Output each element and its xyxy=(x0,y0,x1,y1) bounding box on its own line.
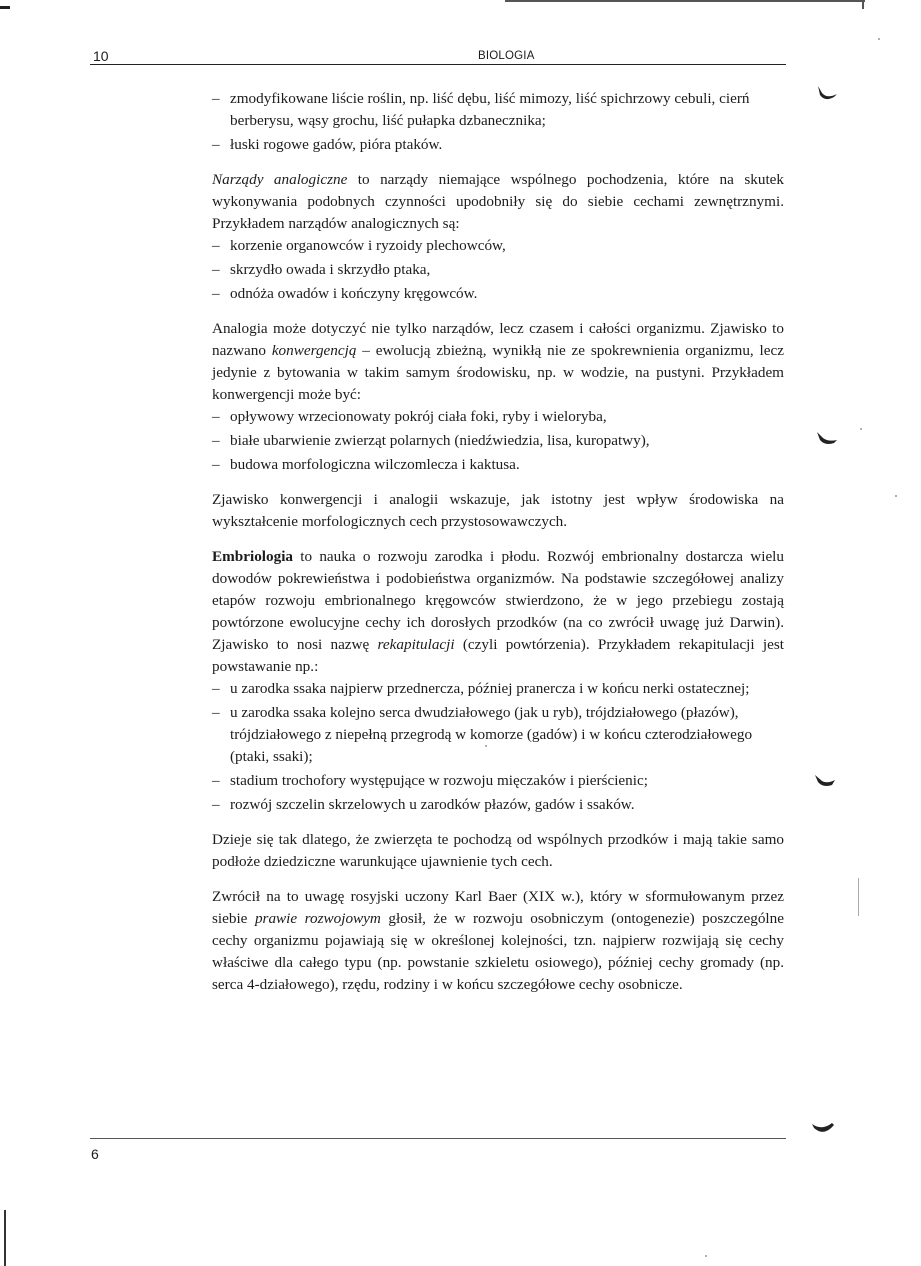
header-title: BIOLOGIA xyxy=(478,50,535,62)
term-developmental-law: prawie rozwojowym xyxy=(254,910,381,927)
list-item: – skrzydło owada i skrzydło ptaka, xyxy=(212,261,431,278)
header-rule xyxy=(90,64,786,65)
term-convergence: konwergencją xyxy=(271,342,357,359)
paragraph-convergence: Analogia może dotyczyć nie tylko narządów, lecz czasem i całości organizmu. Zjawisko to nazwano konwergencją – ewolucją zbieżną, wynikłą nie ze spokrewnienia organizmu, lecz jedynie z bytowania w takim samym środowisku, np. w wodzie, na pustyni. Przykładem konwergencji może być: xyxy=(212,320,784,403)
binding-clip-mark xyxy=(812,772,838,790)
scan-dot xyxy=(860,428,862,430)
list-convergence-examples xyxy=(212,406,784,476)
list-item: – u zarodka ssaka najpierw przednercza, później pranercza i w końcu nerki ostatecznej; xyxy=(212,680,750,697)
term-analogous-organs: Narządy analogiczne xyxy=(212,171,348,188)
page-body xyxy=(212,88,784,1009)
paragraph-embryology: Embriologia to nauka o rozwoju zarodka i płodu. Rozwój embrionalny dostarcza wielu dowodów pokrewieństwa i podobieństwa organizmów. Na podstawie szczegółowej analizy etapów rozwoju embrionalnego kręgowców stwierdzono, że w jego przebiegu zostają powtórzone ewolucyjne cechy ich dorosłych przodków (na co zwrócił uwagę już Darwin). Zjawisko to nosi nazwę rekapitulacji (czyli powtórzenia). Przykładem rekapitulacji jest powstawanie np.: xyxy=(212,548,784,675)
paragraph-baer-law: Zwrócił na to uwagę rosyjski uczony Karl Baer (XIX w.), który w sformułowanym przez siebie prawie rozwojowym głosił, że w rozwoju osobniczym (ontogenezie) poszczególne cechy organizmu pojawiają się w określonej kolejności, tzn. najpierw rozwijają się cechy właściwe dla całego typu (np. powstanie szkieletu osiowego), później cechy gromady (np. serca 4-działowego), rzędu, rodziny i w końcu szczegółowe cechy osobnicze. xyxy=(212,888,784,993)
scan-dot xyxy=(705,1255,707,1257)
scan-mark-left xyxy=(0,6,10,9)
list-item: – zmodyfikowane liście roślin, np. liść dębu, liść mimozy, liść spichrzowy cebuli, cierń berberysu, wąsy grochu, liść pułapka dzbanecznika; xyxy=(212,90,750,129)
binding-clip-mark xyxy=(814,430,840,448)
list-item: – u zarodka ssaka kolejno serca dwudziałowego (jak u ryb), trójdziałowego (płazów), trójdziałowego z niepełną przegrodą w komorze (gadów) i w końcu czterodziałowego (ptaki, ssaki); xyxy=(212,704,753,765)
list-homologous-examples xyxy=(212,88,784,156)
list-item: – rozwój szczelin skrzelowych u zarodków płazów, gadów i ssaków. xyxy=(212,796,635,813)
binding-clip-mark xyxy=(810,1120,836,1138)
footer-rule xyxy=(90,1138,786,1139)
scan-edge-top xyxy=(505,0,865,2)
footer-page-number: 6 xyxy=(91,1146,99,1162)
list-item: – białe ubarwienie zwierząt polarnych (niedźwiedzia, lisa, kuropatwy), xyxy=(212,432,650,449)
scan-edge-tick xyxy=(862,0,864,9)
list-recapitulation-examples xyxy=(212,678,784,816)
list-item: – budowa morfologiczna wilczomlecza i kaktusa. xyxy=(212,456,520,473)
term-recapitulation: rekapitulacji xyxy=(377,636,455,653)
scan-dot xyxy=(895,495,897,497)
list-item: – stadium trochofory występujące w rozwoju mięczaków i pierścienic; xyxy=(212,772,648,789)
scan-edge-left xyxy=(4,1210,6,1266)
paragraph-environment-influence: Zjawisko konwergencji i analogii wskazuje, jak istotny jest wpływ środowiska na wykształcenie morfologicznych cech przystosowawczych. xyxy=(212,491,784,530)
term-embryology: Embriologia xyxy=(212,548,294,565)
scan-dot xyxy=(878,38,880,40)
paragraph-common-ancestors: Dzieje się tak dlatego, że zwierzęta te pochodzą od wspólnych przodków i mają takie samo podłoże dziedziczne warunkujące ujawnienie tych cech. xyxy=(212,831,784,870)
list-analogous-examples xyxy=(212,235,784,305)
list-item: – łuski rogowe gadów, pióra ptaków. xyxy=(212,136,443,153)
list-item: – odnóża owadów i kończyny kręgowców. xyxy=(212,285,478,302)
binding-clip-mark xyxy=(813,84,839,102)
paragraph-analogous-organs: Narządy analogiczne to narządy niemające wspólnego pochodzenia, które na skutek wykonywania podobnych czynności upodobniły się do siebie cechami zewnętrznymi. Przykładem narządów analogicznych są: xyxy=(212,171,785,232)
header-page-number: 10 xyxy=(93,48,109,64)
scan-artifact-line xyxy=(858,878,859,916)
list-item: – opływowy wrzecionowaty pokrój ciała foki, ryby i wieloryba, xyxy=(212,408,607,425)
list-item: – korzenie organowców i ryzoidy plechowców, xyxy=(212,237,506,254)
